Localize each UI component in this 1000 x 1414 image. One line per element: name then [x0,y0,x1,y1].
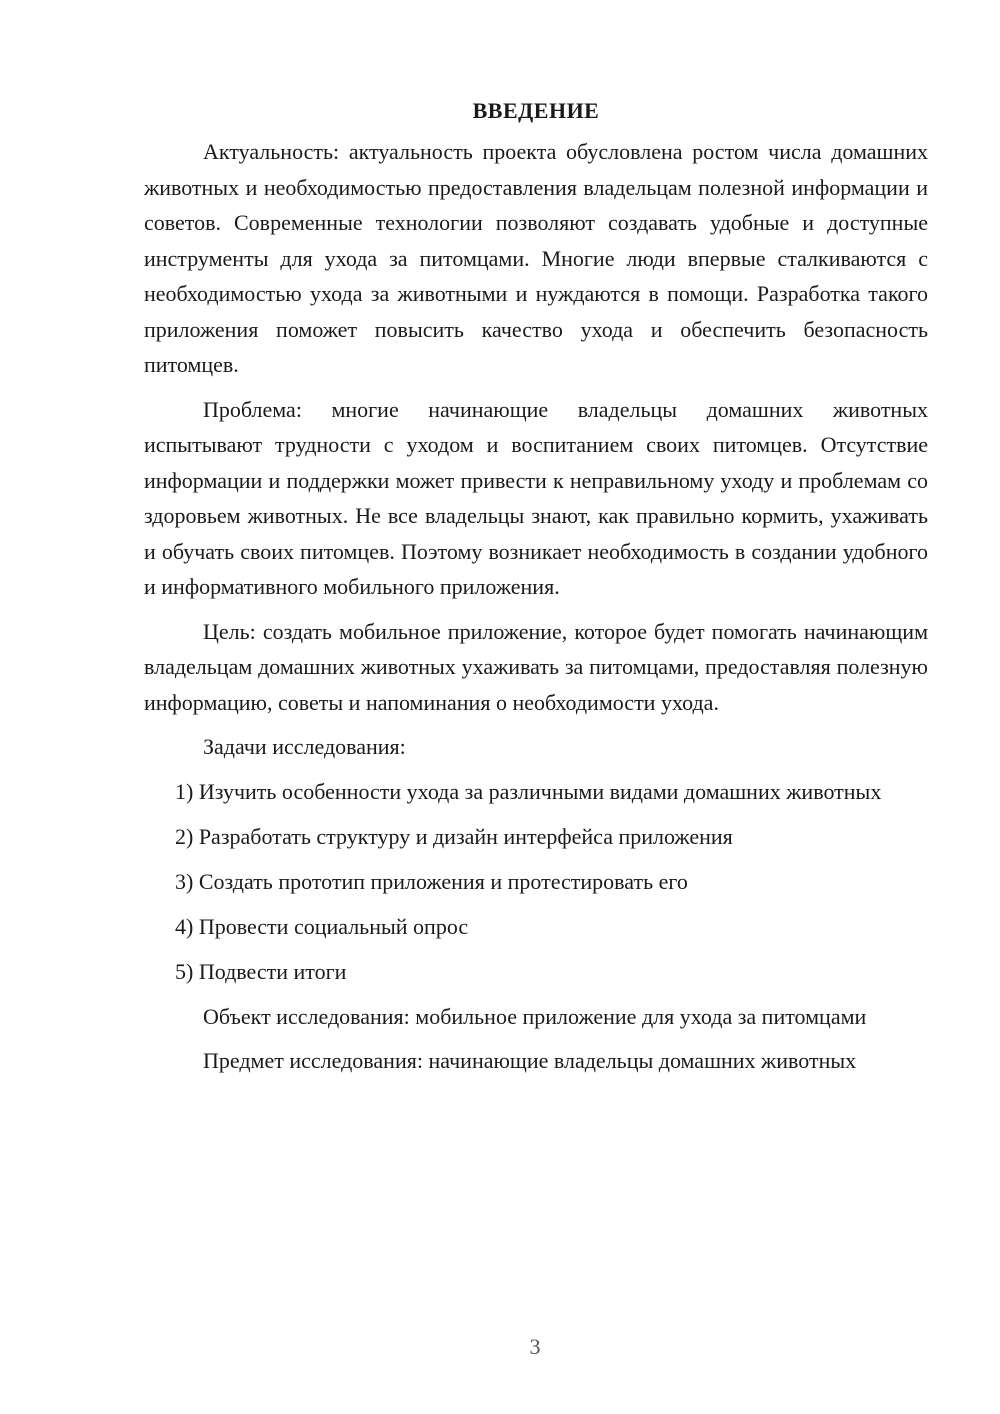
tasks-heading: Задачи исследования: [203,734,406,759]
page-title: ВВЕДЕНИЕ [472,98,600,123]
paragraph-object: Объект исследования: мобильное приложение для ухода за питомцами [203,1003,867,1029]
task-item-3: 3) Создать прототип приложения и протестировать его [175,868,688,894]
task-item-5: 5) Подвести итоги [175,958,347,984]
paragraph-subject: Предмет исследования: начинающие владельцы домашних животных [203,1048,857,1073]
paragraph-goal: Цель: создать мобильное приложение, которое будет помогать начинающим владельцам домашних животных ухаживать за питомцами, предоставляя полезную информацию, советы и напоминания о необходимости ухода. [144,618,928,715]
page-number: 3 [529,1334,541,1359]
page-content [144,94,928,1088]
paragraph-problem: Проблема: многие начинающие владельцы домашних животных испытывают трудности с уходом и воспитанием своих питомцев. Отсутствие информации и поддержки может привести к неправильному уходу и проблемам со здоровьем животных. Не все владельцы знают, как правильно кормить, ухаживать и обучать своих питомцев. Поэтому возникает необходимость в создании удобного и информативного мобильного приложения. [144,396,928,599]
task-item-1: 1) Изучить особенности ухода за различными видами домашних животных [175,778,882,804]
task-item-4: 4) Провести социальный опрос [175,913,469,939]
paragraph-relevance: Актуальность: актуальность проекта обусловлена ростом числа домашних животных и необходимостью предоставления владельцам полезной информации и советов. Современные технологии позволяют создавать удобные и доступные инструменты для ухода за питомцами. Многие люди впервые сталкиваются с необходимостью ухода за животными и нуждаются в помощи. Разработка такого приложения поможет повысить качество ухода и обеспечить безопасность питомцев. [144,139,928,377]
task-item-2: 2) Разработать структуру и дизайн интерфейса приложения [175,823,733,849]
